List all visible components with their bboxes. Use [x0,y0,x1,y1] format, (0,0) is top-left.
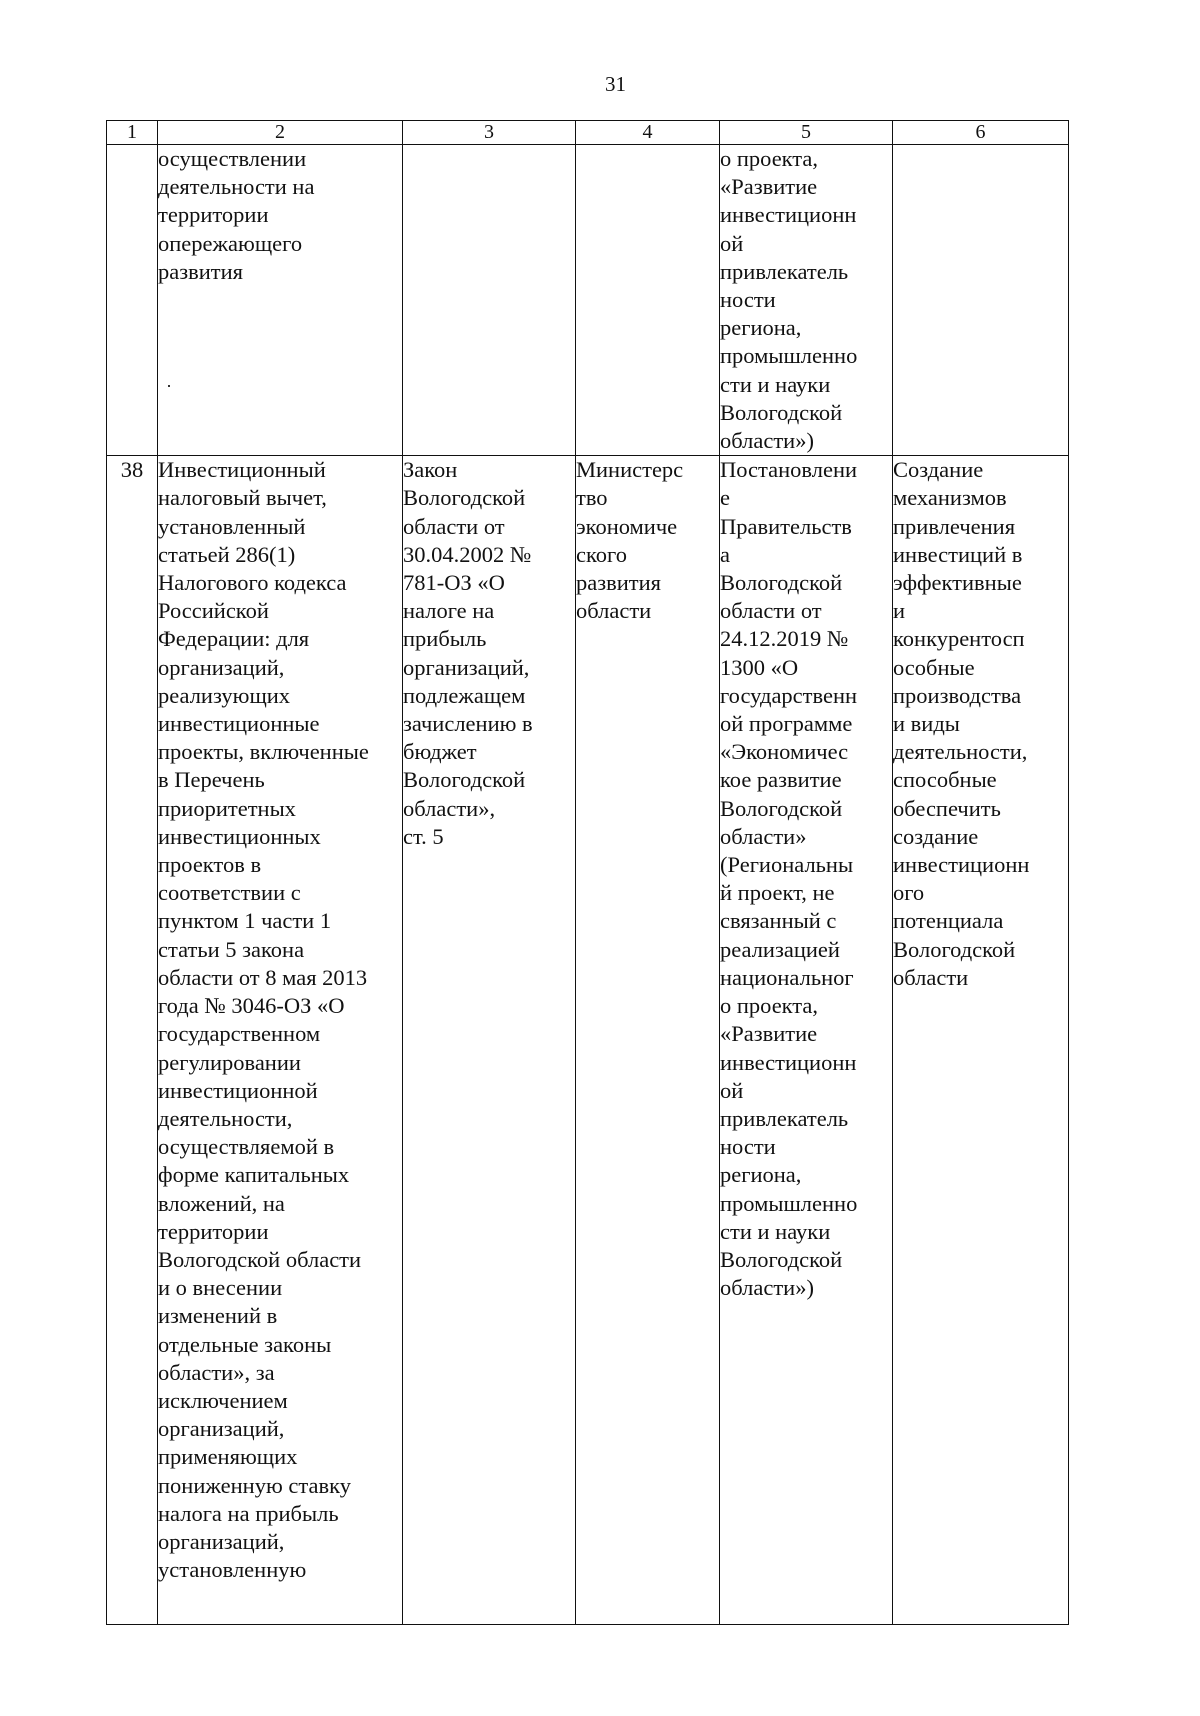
benefits-table [106,120,1069,1625]
cell-text-line: области от 8 мая 2013 [158,964,368,990]
cell-text-line: установленную [158,1557,307,1583]
cell-legal-act [403,456,576,1625]
cell-text-line: приоритетных [158,795,296,821]
cell-text-line: й проект, не [720,880,835,906]
header-cell-5: 5 [720,121,893,145]
cell-text-line: (Региональны [720,852,854,878]
cell-text-line: области [893,964,969,990]
cell-text-line: статьи 5 закона [158,936,305,962]
cell-text-line: изменений в [158,1303,278,1329]
cell-text-line: Вологодской [720,570,843,596]
cell-text-line: отдельные законы [158,1331,332,1357]
cell-text-line: области») [720,428,814,454]
cell-text-line: прибыль [403,626,487,652]
cell-text-line: тво [576,485,608,511]
cell-curator [576,456,720,1625]
cell-text-line: осуществляемой в [158,1134,335,1160]
cell-text-line: Вологодской [720,1246,843,1272]
cell-text-line: проекты, включенные [158,739,369,765]
cell-text-line: производства [893,682,1022,708]
cell-text-line: Инвестиционный [158,457,326,483]
cell-text-line: инвестиционных [158,823,321,849]
header-row [107,121,1069,145]
cell-text-line: осуществлении [158,146,307,171]
cell-text-line: о проекта, [720,146,819,171]
cell-text-line: региона, [720,315,802,341]
cell-text-line: инвестиционные [158,711,320,737]
cell-text-line: региона, [720,1162,802,1188]
cell-text-line: организаций, [403,654,530,680]
cell-text-line: и [893,598,906,624]
cell-text-line: особные [893,654,975,680]
cell-text-line: ой программе [720,711,853,737]
cell-benefit-name [158,145,403,456]
cell-text-line: статьей 286(1) [158,541,296,567]
header-cell-6: 6 [893,121,1069,145]
cell-text-line: развития [158,258,244,284]
cell-text-line: Российской [158,598,269,624]
cell-text-line: организаций, [158,1416,285,1442]
cell-text-line: 30.04.2002 № [403,541,532,567]
cell-text-line: Министерс [576,457,684,483]
cell-program [720,456,893,1625]
cell-text-line: е [720,485,730,511]
cell-text-line: деятельности на [158,174,315,200]
cell-text-line: «Экономичес [720,739,849,765]
cell-text-line: Правительств [720,513,852,539]
cell-text-line: сти и науки [720,371,831,397]
cell-text-line: государственном [158,1021,321,1047]
table-row-38 [107,456,1069,1625]
cell-text-line: налоге на [403,598,495,624]
cell-text-line: регулировании [158,1049,301,1075]
cell-text-line: развития [576,570,662,596]
cell-text-line: «Развитие [720,1021,818,1047]
cell-text-line: способные [893,767,997,793]
cell-text-line: инвестиционн [720,202,857,228]
cell-text-line: 781-ОЗ «О [403,570,505,596]
cell-text-line: опережающего [158,230,303,256]
cell-text-line: Федерации: для [158,626,310,652]
cell-text-line: Вологодской [403,485,526,511]
cell-benefit-name [158,456,403,1625]
header-cell-4: 4 [576,121,720,145]
cell-text-line: инвестиционн [893,852,1030,878]
cell-text-line: года № 3046-ОЗ «О [158,993,345,1019]
cell-text-line: ности [720,1134,776,1160]
cell-text-line: инвестиционн [720,1049,857,1075]
cell-text-line: реализующих [158,682,291,708]
cell-text-line: подлежащем [403,682,526,708]
cell-text-line: создание [893,823,979,849]
cell-text-line: 24.12.2019 № [720,626,849,652]
cell-text-line: ского [576,541,627,567]
cell-curator [576,145,720,456]
page-number: 31 [605,72,626,96]
cell-text-line: привлекатель [720,1105,849,1131]
cell-text-line: «Развитие [720,174,818,200]
cell-text-line: Вологодской [720,795,843,821]
cell-text-line: форме капитальных [158,1162,350,1188]
cell-text-line: сти и науки [720,1218,831,1244]
cell-text-line: зачислению в [403,711,533,737]
cell-text-line: 1300 «О [720,654,799,680]
cell-text-line: реализацией [720,936,840,962]
cell-text-line: проектов в [158,852,262,878]
cell-text-line: связанный с [720,908,837,934]
cell-text-line: вложений, на [158,1190,285,1216]
cell-text-line: инвестиций в [893,541,1023,567]
cell-text-line: территории [158,1218,269,1244]
cell-text-line: Вологодской области [158,1246,362,1272]
cell-text-line: установленный [158,513,306,539]
cell-text-line: ности [720,287,776,313]
cell-text-line: области», [403,795,496,821]
cell-text-line: Налогового кодекса [158,570,347,596]
cell-text-line: механизмов [893,485,1007,511]
cell-text-line: территории [158,202,269,228]
cell-text-line: в Перечень [158,767,265,793]
cell-text-line: Вологодской [720,399,843,425]
cell-row-number: 38 [107,456,158,1625]
cell-text-line: области от [720,598,822,624]
cell-text-line: ой [720,230,744,256]
cell-text-line: потенциала [893,908,1004,934]
cell-text-line: а [720,541,730,567]
cell-text-line: государственн [720,682,858,708]
cell-text-line: промышленно [720,1190,858,1216]
cell-text-line: и виды [893,711,960,737]
cell-text-line: области [576,598,652,624]
cell-text-line: эффективные [893,570,1022,596]
cell-text-line: Создание [893,457,984,483]
cell-text-line: деятельности, [893,739,1028,765]
header-cell-2: 2 [158,121,403,145]
cell-text-line: соответствии с [158,880,301,906]
cell-text-line: пониженную ставку [158,1472,351,1498]
cell-text-line: области» [720,823,807,849]
cell-text-line: конкурентосп [893,626,1025,652]
cell-text-line: обеспечить [893,795,1001,821]
cell-legal-act [403,145,576,456]
header-cell-1: 1 [107,121,158,145]
continued-row [107,145,1069,456]
cell-text-line: Постановлени [720,457,858,483]
cell-text-line: национальног [720,964,854,990]
cell-text-line: пунктом 1 части 1 [158,908,332,934]
cell-text-line: налоговый вычет, [158,485,327,511]
cell-goal [893,456,1069,1625]
cell-text-line: инвестиционной [158,1077,318,1103]
cell-text-line: области», за [158,1359,275,1385]
cell-text-line: промышленно [720,343,858,369]
cell-text-line: ст. 5 [403,823,444,849]
cell-text-line: деятельности, [158,1105,293,1131]
cell-text-line: организаций, [158,1528,285,1554]
cell-text-line: экономиче [576,513,678,539]
cell-text-line: Закон [403,457,458,483]
cell-text-line: организаций, [158,654,285,680]
cell-text-line: Вологодской [403,767,526,793]
cell-text-line: привлечения [893,513,1016,539]
cell-goal [893,145,1069,456]
cell-text-line: налога на прибыль [158,1500,339,1526]
cell-program [720,145,893,456]
cell-text-line: и о внесении [158,1275,283,1301]
cell-row-number [107,145,158,456]
cell-text-line: привлекатель [720,258,849,284]
cell-text-line: исключением [158,1387,288,1413]
cell-text-line: кое развитие [720,767,842,793]
cell-text-line: области») [720,1275,814,1301]
cell-text-line: ой [720,1077,744,1103]
header-cell-3: 3 [403,121,576,145]
cell-text-line: области от [403,513,505,539]
cell-text-line: применяющих [158,1444,298,1470]
cell-text-line: бюджет [403,739,477,765]
cell-text-line: Вологодской [893,936,1016,962]
cell-text-line: о проекта, [720,993,819,1019]
cell-text-line: ого [893,880,925,906]
